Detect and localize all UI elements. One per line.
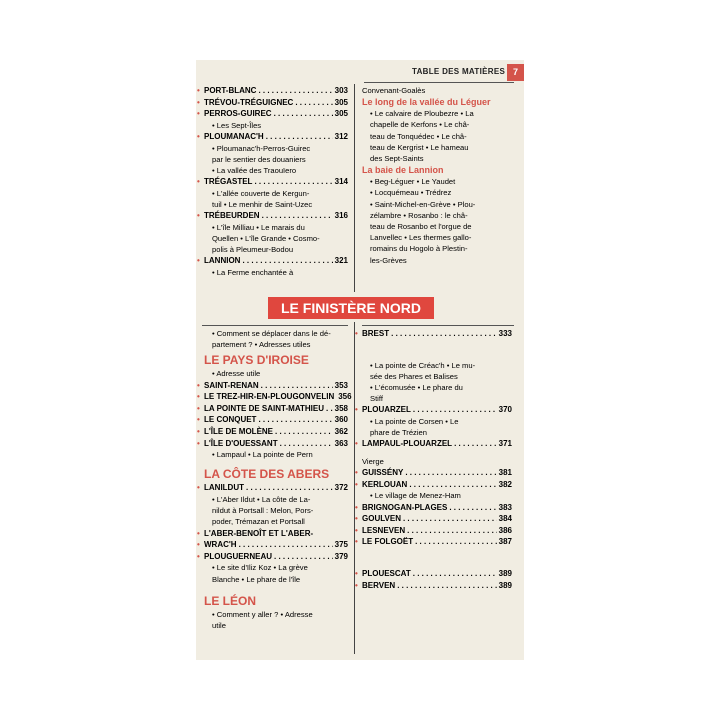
leader-dots xyxy=(413,568,497,580)
leader-dots xyxy=(415,536,497,548)
toc-subentry: chapelle de Kerfons • Le châ- xyxy=(370,120,470,130)
toc-bottom-right-column xyxy=(362,328,512,591)
column-divider-top xyxy=(354,84,355,292)
toc-entry-title: • PLOUESCAT xyxy=(362,568,411,580)
toc-entry-page: 389 xyxy=(498,568,512,578)
toc-entry[interactable] xyxy=(362,328,512,340)
leader-dots xyxy=(261,380,333,392)
toc-entry-title: • LESNEVEN xyxy=(362,525,405,537)
toc-entry-title: • LE TREZ-HIR-EN-PLOUGONVELIN xyxy=(204,391,334,403)
toc-entry-page: 379 xyxy=(334,551,348,561)
toc-subentry: teau de Rosanbo et l'orgue de xyxy=(370,222,472,232)
toc-entry[interactable] xyxy=(362,479,512,491)
toc-entry-title: • GOULVEN xyxy=(362,513,401,525)
leader-dots xyxy=(413,404,497,416)
toc-entry-title: • PLOUGUERNEAU xyxy=(204,551,272,563)
toc-entry[interactable] xyxy=(362,536,512,548)
toc-entry-page: 371 xyxy=(498,439,512,449)
leader-dots xyxy=(409,479,496,491)
leader-dots xyxy=(295,97,332,109)
toc-entry-page: 305 xyxy=(334,97,348,107)
toc-subentry: tuil • Le menhir de Saint-Uzec xyxy=(212,199,313,209)
toc-entry-page: 372 xyxy=(334,483,348,493)
toc-entry-title: • TRÉVOU-TRÉGUIGNEC xyxy=(204,97,293,109)
spacer xyxy=(204,585,348,591)
region-banner: LE FINISTÈRE NORD xyxy=(268,297,434,319)
toc-entry-page: 382 xyxy=(498,479,512,489)
toc-entry-page: 387 xyxy=(498,537,512,547)
toc-entry-title: • BREST xyxy=(362,328,389,340)
toc-entry-page: 356 xyxy=(338,392,352,402)
toc-entry[interactable] xyxy=(362,525,512,537)
leader-dots xyxy=(242,255,332,267)
toc-subentry: • La pointe de Créac'h • Le mu- xyxy=(370,360,476,370)
toc-entry[interactable] xyxy=(362,467,512,479)
toc-continuation: Vierge xyxy=(362,457,384,466)
toc-region-heading: LE PAYS D'IROISE xyxy=(204,353,309,368)
toc-entry-page: 386 xyxy=(498,525,512,535)
leader-dots xyxy=(449,502,496,514)
toc-subentry: teau de Tonquédec • Le châ- xyxy=(370,131,467,141)
toc-entry-page: 358 xyxy=(334,403,348,413)
toc-entry-page: 384 xyxy=(498,514,512,524)
toc-entry-page: 321 xyxy=(334,256,348,266)
toc-entry[interactable] xyxy=(204,210,348,222)
toc-entry-page: 389 xyxy=(498,580,512,590)
toc-entry[interactable] xyxy=(362,438,512,450)
toc-entry-page: 381 xyxy=(498,468,512,478)
toc-entry-title: • GUISSÉNY xyxy=(362,467,403,479)
toc-top-right-column xyxy=(362,85,512,266)
toc-entry[interactable] xyxy=(204,482,348,494)
toc-entry-title: • WRAC'H xyxy=(204,539,237,551)
toc-entry-title: • LAMPAUL-PLOUARZEL xyxy=(362,438,452,450)
toc-subentry: Quellen • L'île Grande • Cosmo- xyxy=(212,233,320,243)
toc-subentry: nildut à Portsall : Melon, Pors- xyxy=(212,506,314,516)
toc-entry-page: 316 xyxy=(334,211,348,221)
toc-subentry: utile xyxy=(212,620,226,630)
toc-subentry: • Saint-Michel-en-Grève • Plou- xyxy=(370,199,476,209)
toc-entry-title: • LE FOLGOËT xyxy=(362,536,413,548)
toc-subentry: phare de Trézien xyxy=(370,428,427,438)
toc-entry[interactable] xyxy=(204,380,348,392)
toc-entry-title: • LE CONQUET xyxy=(204,414,256,426)
toc-entry-title: • L'ABER-BENOÎT ET L'ABER- xyxy=(204,528,313,540)
header-rule xyxy=(364,82,514,83)
toc-entry[interactable] xyxy=(204,551,348,563)
toc-entry[interactable] xyxy=(204,426,348,438)
toc-entry-page: 375 xyxy=(334,540,348,550)
toc-subentry: des Sept-Saints xyxy=(370,154,424,164)
toc-continuation: Convenant-Goalès xyxy=(362,86,426,95)
toc-subentry: les-Grèves xyxy=(370,255,407,265)
toc-entry-title: • BRIGNOGAN-PLAGES xyxy=(362,502,447,514)
leader-dots xyxy=(246,482,333,494)
toc-section-heading: La baie de Lannion xyxy=(362,165,444,176)
toc-subentry: • L'allée couverte de Kergun- xyxy=(212,188,310,198)
toc-entry[interactable] xyxy=(204,255,348,267)
toc-entry-page: 383 xyxy=(498,502,512,512)
toc-entry-title: • L'ÎLE DE MOLÈNE xyxy=(204,426,273,438)
toc-subentry: • L'Aber Ildut • La côte de La- xyxy=(212,494,311,504)
toc-top-left-column xyxy=(204,85,348,278)
spacer xyxy=(204,460,348,464)
toc-entry-title: • PERROS-GUIREC xyxy=(204,108,272,120)
toc-entry[interactable] xyxy=(204,108,348,120)
leader-dots xyxy=(326,403,333,415)
toc-bottom-left-column xyxy=(204,328,352,631)
toc-entry-page: 360 xyxy=(334,415,348,425)
spacer xyxy=(362,340,512,360)
toc-subentry: • L'île Milliau • Le marais du xyxy=(212,222,305,232)
leader-dots xyxy=(258,414,332,426)
toc-subentry: • Les Sept-Îles xyxy=(212,120,262,130)
leader-dots xyxy=(274,108,333,120)
toc-entry-title: • LANILDUT xyxy=(204,482,244,494)
toc-subentry: polis à Pleumeur-Bodou xyxy=(212,245,294,255)
toc-subentry: • Le site d'Iliz Koz • La grève xyxy=(212,563,308,573)
toc-entry-page: 333 xyxy=(498,329,512,338)
toc-subentry: • La vallée des Traouïero xyxy=(212,165,297,175)
toc-entry[interactable] xyxy=(362,568,512,580)
toc-entry-title: • TRÉBEURDEN xyxy=(204,210,260,222)
toc-entry-title: • BERVEN xyxy=(362,580,395,592)
toc-subentry: Lanvellec • Les thermes gallo- xyxy=(370,233,472,243)
toc-entry-page: 370 xyxy=(498,405,512,415)
toc-subentry: • Adresse utile xyxy=(212,369,261,379)
toc-entry-page: 312 xyxy=(334,131,348,141)
toc-entry-title: • KERLOUAN xyxy=(362,479,407,491)
toc-entry-title: • SAINT-RENAN xyxy=(204,380,259,392)
toc-subentry: • Lampaul • La pointe de Pern xyxy=(212,450,313,460)
toc-entry-page: 363 xyxy=(334,438,348,448)
leader-dots xyxy=(403,513,497,525)
toc-entry-title: • PLOUARZEL xyxy=(362,404,411,416)
toc-entry-title: • LA POINTE DE SAINT-MATHIEU xyxy=(204,403,324,415)
toc-subentry: Stiff xyxy=(370,394,383,404)
toc-entry[interactable] xyxy=(204,391,352,403)
leader-dots xyxy=(405,467,496,479)
toc-entry-title: • TRÉGASTEL xyxy=(204,176,252,188)
toc-entry[interactable] xyxy=(204,85,348,97)
toc-entry-title: • PLOUMANAC'H xyxy=(204,131,264,143)
toc-subentry: • L'écomusée • Le phare du xyxy=(370,383,463,392)
toc-entry-page: 362 xyxy=(334,426,348,436)
toc-subentry: teau de Kergrist • Le hameau xyxy=(370,142,469,152)
leader-dots xyxy=(407,525,497,537)
toc-entry-page: 353 xyxy=(334,380,348,390)
spacer xyxy=(362,548,512,568)
toc-entry-page: 314 xyxy=(334,177,348,187)
toc-subentry: sée des Phares et Balises xyxy=(370,371,458,381)
toc-subentry: • Comment se déplacer dans le dé- xyxy=(212,329,331,338)
toc-subentry: • Comment y aller ? • Adresse xyxy=(212,609,313,619)
toc-subentry: Blanche • Le phare de l'île xyxy=(212,574,301,584)
toc-subentry: • Locquémeau • Trédrez xyxy=(370,188,452,198)
toc-subentry: romains du Hogolo à Plestin- xyxy=(370,244,468,254)
toc-entry[interactable] xyxy=(204,528,348,540)
page-number: 7 xyxy=(507,64,524,81)
leader-dots xyxy=(275,426,333,438)
toc-entry[interactable] xyxy=(204,414,348,426)
toc-entry-page: 303 xyxy=(334,86,348,95)
toc-entry[interactable] xyxy=(204,131,348,143)
leader-dots xyxy=(391,328,497,340)
toc-subentry: poder, Trémazan et Portsall xyxy=(212,517,305,527)
toc-entry[interactable] xyxy=(204,176,348,188)
toc-subentry: partement ? • Adresses utiles xyxy=(212,340,311,350)
toc-subentry: • La Ferme enchantée à xyxy=(212,267,294,277)
toc-entry[interactable] xyxy=(204,539,348,551)
toc-entry-page: 305 xyxy=(334,109,348,119)
toc-section-heading: Le long de la vallée du Léguer xyxy=(362,97,491,108)
toc-entry[interactable] xyxy=(204,97,348,109)
leader-dots xyxy=(454,438,497,450)
header-title: TABLE DES MATIÈRES xyxy=(412,67,506,76)
toc-entry-title: • L'ÎLE D'OUESSANT xyxy=(204,438,278,450)
toc-entry-title: • PORT-BLANC xyxy=(204,85,256,97)
toc-subentry: • Beg-Léguer • Le Yaudet xyxy=(370,177,456,187)
leader-dots xyxy=(258,85,332,97)
leader-dots xyxy=(280,438,333,450)
leader-dots xyxy=(254,176,332,188)
banner-rule-left xyxy=(202,325,348,326)
leader-dots xyxy=(239,539,333,551)
toc-subentry: • Le village de Menez-Ham xyxy=(370,491,461,501)
toc-subentry: • Ploumanac'h-Perros-Guirec xyxy=(212,143,311,153)
leader-dots xyxy=(274,551,333,563)
leader-dots xyxy=(262,210,333,222)
toc-entry[interactable] xyxy=(204,403,348,415)
toc-entry-title: • LANNION xyxy=(204,255,240,267)
toc-subentry: • La pointe de Corsen • Le xyxy=(370,417,459,426)
toc-subentry: zélambre • Rosanbo : le châ- xyxy=(370,210,468,220)
toc-region-heading: LA CÔTE DES ABERS xyxy=(204,467,330,482)
leader-dots xyxy=(397,580,496,592)
toc-subentry: par le sentier des douaniers xyxy=(212,154,306,164)
banner-rule-right xyxy=(362,325,514,326)
leader-dots xyxy=(266,131,333,143)
toc-subentry: • Le calvaire de Ploubezre • La xyxy=(370,109,474,119)
toc-region-heading: LE LÉON xyxy=(204,593,257,608)
toc-entry[interactable] xyxy=(362,502,512,514)
toc-entry[interactable] xyxy=(362,580,512,592)
toc-entry[interactable] xyxy=(362,404,512,416)
toc-entry[interactable] xyxy=(362,513,512,525)
toc-entry[interactable] xyxy=(204,438,348,450)
